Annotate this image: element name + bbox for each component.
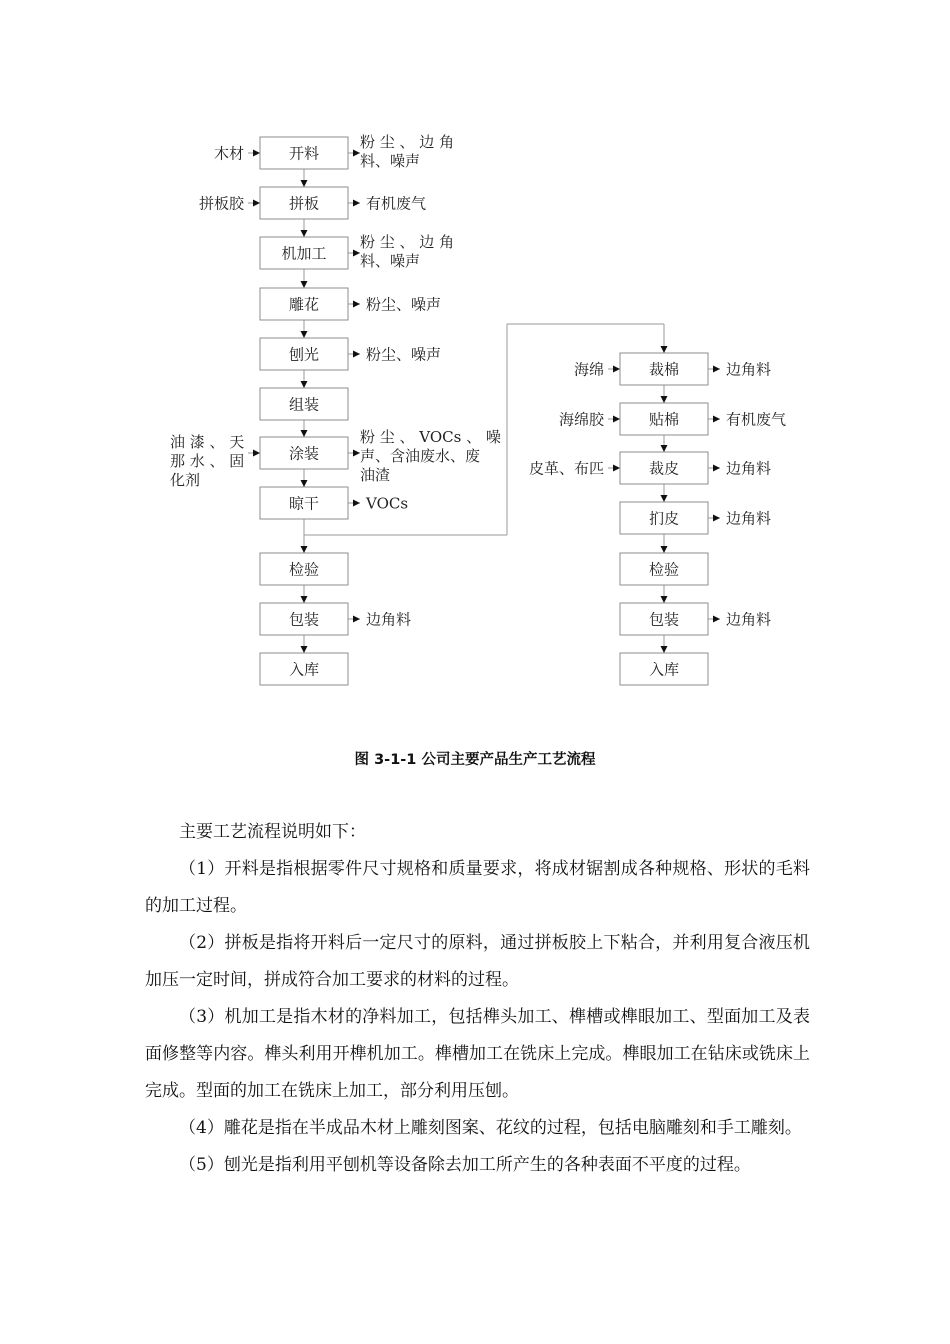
left-label-baoguang: 刨光 <box>288 345 320 364</box>
right-input-caimian: 海绵 <box>573 360 604 379</box>
right-output-caipi: 边角料 <box>726 459 772 478</box>
paragraph-4: （4）雕花是指在半成品木材上雕刻图案、花纹的过程，包括电脑雕刻和手工雕刻。 <box>179 1118 802 1138</box>
left-label-jijiagong: 机加工 <box>281 244 327 263</box>
right-input-caipi: 皮革、布匹 <box>528 459 604 478</box>
right-label-jianyan-r: 检验 <box>648 560 680 579</box>
left-label-jianyan-l: 检验 <box>288 560 320 579</box>
figure-caption: 图 3-1-1 公司主要产品生产工艺流程 <box>354 752 596 768</box>
left-input-kailiao: 木材 <box>213 144 244 163</box>
left-label-pinban: 拼板 <box>288 194 320 213</box>
paragraph-intro: 主要工艺流程说明如下： <box>179 822 366 842</box>
right-output-koupi: 边角料 <box>726 509 772 528</box>
left-output-baoguang: 粉尘、噪声 <box>366 345 442 364</box>
left-label-kailiao: 开料 <box>288 144 320 163</box>
right-input-tiemian: 海绵胶 <box>558 410 604 429</box>
paragraph-5: （5）刨光是指利用平刨机等设备除去加工所产生的各种表面不平度的过程。 <box>179 1155 751 1175</box>
paragraph-2: （2）拼板是指将开料后一定尺寸的原料，通过拼板胶上下粘合，并利用复合液压机加压一定时间，拼成符合加工要求的材料的过程。 <box>145 933 810 990</box>
process-boxes <box>260 137 708 685</box>
left-output-tuzhuang-line-2: 油渣 <box>360 466 391 484</box>
left-output-diaohua: 粉尘、噪声 <box>366 295 442 314</box>
left-input-tuzhuang-line-0: 油 漆 、 天 <box>170 433 245 451</box>
left-label-lianggan: 晾干 <box>288 494 320 513</box>
left-output-lianggan: VOCs <box>366 494 409 513</box>
left-input-tuzhuang-line-1: 那 水 、 固 <box>170 452 245 470</box>
right-label-caipi: 裁皮 <box>648 459 680 478</box>
right-output-caimian: 边角料 <box>726 360 772 379</box>
left-output-tuzhuang-line-0: 粉 尘 、 VOCs 、 噪 <box>360 428 501 446</box>
paragraph-1: （1）开料是指根据零件尺寸规格和质量要求，将成材锯割成各种规格、形状的毛料的加工过程。 <box>145 859 810 916</box>
left-label-ruku-l: 入库 <box>288 660 320 679</box>
right-label-tiemian: 贴棉 <box>648 410 680 429</box>
left-output-kailiao-line-1: 料、噪声 <box>360 152 421 170</box>
left-output-jijiagong-line-1: 料、噪声 <box>360 252 421 270</box>
left-output-kailiao-line-0: 粉 尘 、 边 角 <box>360 133 455 151</box>
right-label-caimian: 裁棉 <box>648 360 680 379</box>
right-label-baozhuang-r: 包装 <box>648 610 680 629</box>
paragraph-3: （3）机加工是指木材的净料加工，包括榫头加工、榫槽或榫眼加工、型面加工及表面修整等内容。榫头利用开榫机加工。榫槽加工在铣床上完成。榫眼加工在钻床或铣床上完成。型面的加工在铣床上加工，部分利用压刨。 <box>145 1007 810 1101</box>
left-input-pinban: 拼板胶 <box>198 194 244 213</box>
left-label-diaohua: 雕花 <box>288 295 320 314</box>
right-output-baozhuang-r: 边角料 <box>726 610 772 629</box>
right-label-ruku-r: 入库 <box>648 660 680 679</box>
process-description <box>145 814 810 1184</box>
right-output-tiemian: 有机废气 <box>726 410 787 429</box>
left-output-jijiagong-line-0: 粉 尘 、 边 角 <box>360 233 455 251</box>
right-label-koupi: 扪皮 <box>648 509 680 528</box>
left-label-baozhuang-l: 包装 <box>288 610 320 629</box>
left-output-baozhuang-l: 边角料 <box>366 610 412 629</box>
left-label-tuzhuang: 涂装 <box>288 444 320 463</box>
left-output-pinban: 有机废气 <box>366 194 427 213</box>
left-output-tuzhuang-line-1: 声、含油废水、废 <box>360 447 481 465</box>
left-label-zuzhuang: 组装 <box>288 395 320 414</box>
left-input-tuzhuang-line-2: 化剂 <box>170 471 201 489</box>
